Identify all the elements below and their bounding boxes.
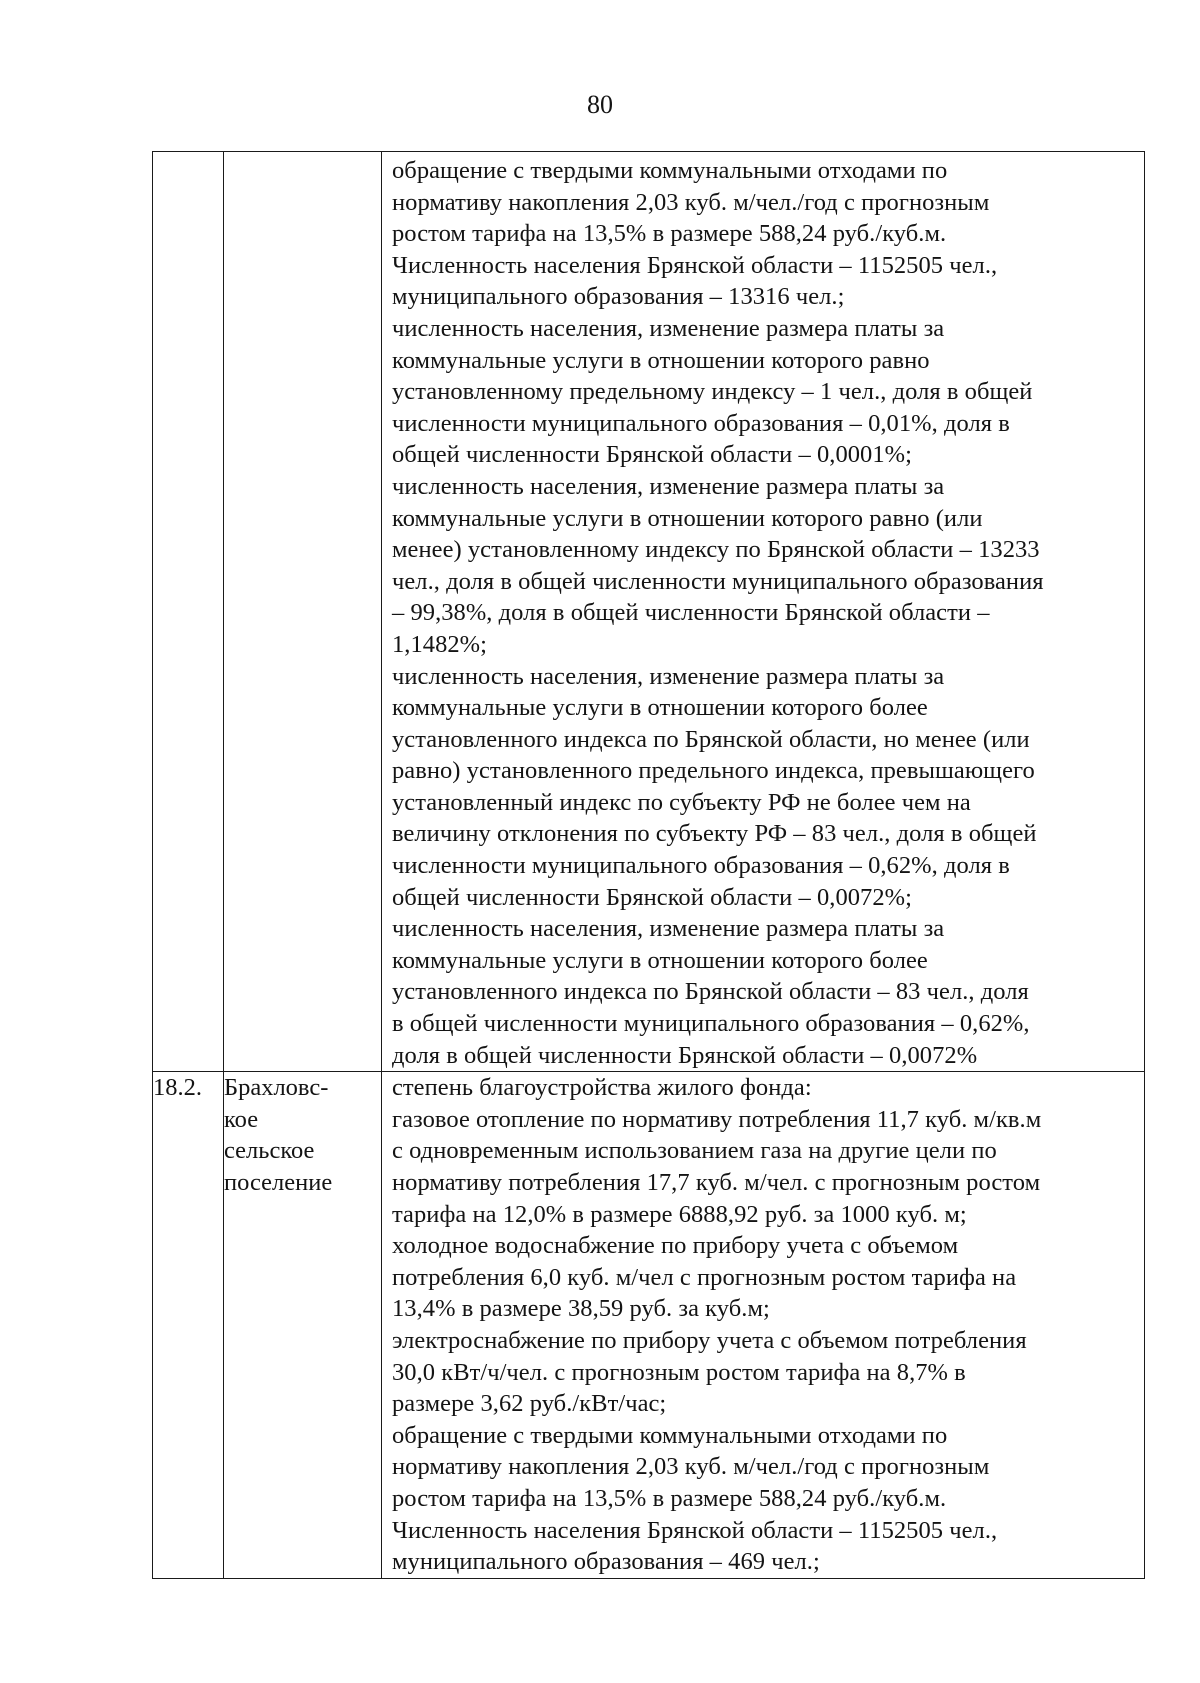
description-line: численности муниципального образования – 0,01%, доля в (392, 409, 1010, 437)
municipality-name-line: сельское (224, 1137, 315, 1165)
description-line: муниципального образования – 13316 чел.; (392, 283, 845, 311)
description-line: ростом тарифа на 13,5% в размере 588,24 руб./куб.м. (392, 1484, 947, 1512)
description-line: установленного индекса по Брянской области, но менее (или (392, 725, 1030, 753)
description-line: Численность населения Брянской области – 1152505 чел., (392, 251, 998, 279)
row-number-cell (153, 152, 224, 1072)
description-line: установленный индекс по субъекту РФ не более чем на (392, 788, 971, 816)
description-line: величину отклонения по субъекту РФ – 83 чел., доля в общей (392, 820, 1037, 848)
description-line: обращение с твердыми коммунальными отходами по (392, 157, 948, 184)
description-line: менее) установленному индексу по Брянской области – 13233 (392, 536, 1040, 564)
description-line: общей численности Брянской области – 0,0072%; (392, 883, 912, 911)
description-line: установленного индекса по Брянской области – 83 чел., доля (392, 978, 1029, 1006)
description-line: коммунальные услуги в отношении которого более (392, 946, 928, 974)
description-line: потребления 6,0 куб. м/чел с прогнозным ростом тарифа на (392, 1263, 1017, 1291)
description-line: общей численности Брянской области – 0,0001%; (392, 441, 912, 469)
description-line: равно) установленного предельного индекса, превышающего (392, 757, 1035, 785)
description-line: Численность населения Брянской области – 1152505 чел., (392, 1516, 998, 1544)
table-row (153, 152, 1145, 1072)
description-line: – 99,38%, доля в общей численности Брянской области – (392, 599, 990, 627)
description-line: чел., доля в общей численности муниципального образования (392, 567, 1044, 595)
description-line: электроснабжение по прибору учета с объемом потребления (392, 1326, 1027, 1354)
description-line: установленному предельному индексу – 1 чел., доля в общей (392, 378, 1033, 406)
municipality-name-cell (224, 152, 382, 1072)
description-line: холодное водоснабжение по прибору учета с объемом (392, 1232, 959, 1260)
description-line: 30,0 кВт/ч/чел. с прогнозным ростом тарифа на 8,7% в (392, 1358, 966, 1386)
description-line: с одновременным использованием газа на другие цели по (392, 1137, 997, 1165)
municipality-name-line: поселение (224, 1169, 333, 1196)
description-line: газовое отопление по нормативу потребления 11,7 куб. м/кв.м (392, 1105, 1042, 1133)
page-number: 80 (587, 90, 613, 119)
description-cell (382, 1072, 1145, 1579)
description-line: численности муниципального образования – 0,62%, доля в (392, 852, 1010, 880)
description-line: численность населения, изменение размера платы за (392, 662, 945, 690)
description-line: степень благоустройства жилого фонда: (392, 1074, 812, 1102)
description-line: нормативу накопления 2,03 куб. м/чел./год с прогнозным (392, 1453, 990, 1481)
description-line: доля в общей численности Брянской области – 0,0072% (392, 1041, 978, 1069)
description-line: в общей численности муниципального образования – 0,62%, (392, 1010, 1030, 1038)
description-line: численность населения, изменение размера платы за (392, 314, 945, 342)
description-line: 1,1482%; (392, 630, 487, 658)
description-line: муниципального образования – 469 чел.; (392, 1548, 820, 1576)
description-line: коммунальные услуги в отношении которого более (392, 694, 928, 722)
description-line: коммунальные услуги в отношении которого равно (или (392, 504, 983, 532)
municipality-name-cell (224, 1072, 382, 1579)
table-row (153, 1072, 1145, 1579)
description-line: нормативу накопления 2,03 куб. м/чел./год с прогнозным (392, 188, 990, 216)
table-body (153, 152, 1145, 1579)
description-line: численность населения, изменение размера платы за (392, 915, 945, 943)
row-number-cell: 18.2. (153, 1072, 224, 1579)
description-line: 13,4% в размере 38,59 руб. за куб.м; (392, 1295, 770, 1323)
description-line: численность населения, изменение размера платы за (392, 472, 945, 500)
description-line: размере 3,62 руб./кВт/час; (392, 1390, 667, 1418)
municipality-name-line: Брахловс- (224, 1074, 329, 1102)
description-line: нормативу потребления 17,7 куб. м/чел. с прогнозным ростом (392, 1169, 1041, 1196)
description-cell (382, 152, 1145, 1072)
description-line: обращение с твердыми коммунальными отходами по (392, 1421, 948, 1449)
description-line: ростом тарифа на 13,5% в размере 588,24 руб./куб.м. (392, 220, 947, 248)
municipality-name-line: кое (224, 1105, 259, 1133)
description-line: коммунальные услуги в отношении которого равно (392, 346, 930, 374)
description-line: тарифа на 12,0% в размере 6888,92 руб. за 1000 куб. м; (392, 1200, 967, 1228)
document-table (152, 151, 1145, 1579)
